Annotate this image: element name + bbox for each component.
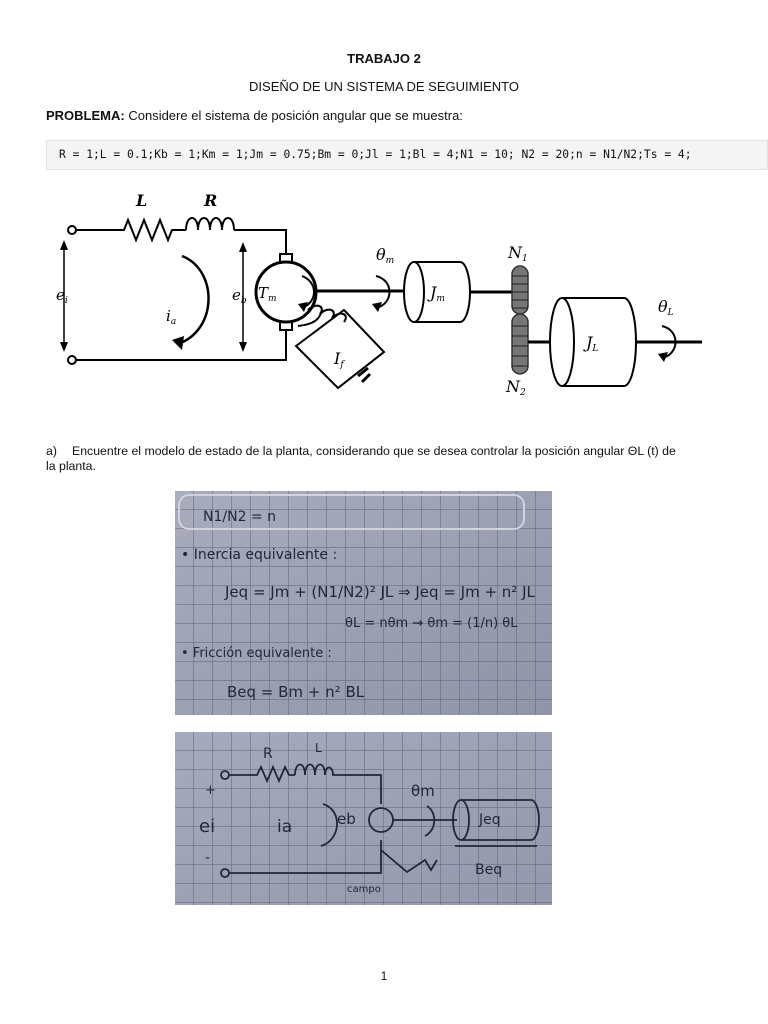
theta-m-label: θm [376, 245, 395, 266]
photo2-jeq: Jeq [479, 812, 501, 828]
page-number: 1 [380, 969, 388, 983]
jm-label: Jm [430, 283, 445, 304]
n2-label: N2 [506, 377, 526, 398]
photo1-line5: • Fricción equivalente : [181, 646, 332, 661]
ia-label: $i_a$ [166, 307, 177, 327]
photo2-eb: eb [337, 810, 356, 828]
jm-inertia [404, 262, 424, 322]
gear-n1 [512, 266, 528, 314]
photo1-line3: Jeq = Jm + (N1/N2)² JL ⇒ Jeq = Jm + n² JL [225, 583, 535, 601]
parameters-code-block: R = 1;L = 0.1;Kb = 1;Km = 1;Jm = 0.75;Bm = 0;Jl = 1;Bl = 4;N1 = 10; N2 = 20;n = N1/N2;Ts = 4; [46, 140, 768, 170]
ei-label: $e_i$ [56, 286, 68, 306]
photo2-plus: + [205, 783, 216, 798]
photo1-line6: Beq = Bm + n² BL [227, 683, 365, 701]
jl-label: JL [586, 333, 599, 354]
tm-label: $T_m$ [258, 284, 277, 304]
n1-label: N1 [508, 243, 528, 264]
eb-label: $e_b$ [232, 286, 247, 306]
top-terminal [68, 226, 76, 234]
theta-l-label: θL [658, 297, 674, 318]
handwritten-photo-circuit [175, 732, 552, 905]
if-label: If [334, 349, 344, 370]
photo1-line1: N1/N2 = n [203, 509, 276, 525]
page-title: TRABAJO 2 [347, 51, 421, 66]
problem-statement [46, 108, 463, 123]
page-subtitle: DISEÑO DE UN SISTEMA DE SEGUIMIENTO [249, 79, 519, 94]
photo2-minus: - [205, 850, 211, 866]
photo2-theta-m: θm [411, 782, 435, 800]
problem-text: Considere el sistema de posición angular que se muestra: [128, 108, 463, 123]
photo1-line2: • Inercia equivalente : [181, 547, 338, 563]
question-a-text: Encuentre el modelo de estado de la planta, considerando que se desea controlar la posición angular ΘL (t) de la planta. [46, 444, 676, 473]
photo1-line4: θL = nθm → θm = (1/n) θL [345, 616, 518, 631]
photo2-beq: Beq [475, 862, 503, 878]
photo2-L: L [315, 741, 322, 755]
question-a [46, 444, 686, 474]
system-schematic [46, 186, 768, 410]
photo2-campo: campo [347, 884, 381, 895]
photo2-ei: ei [199, 816, 216, 837]
problem-label: PROBLEMA: [46, 108, 125, 123]
gear-n2 [512, 314, 528, 374]
handwritten-photo-equivalents [175, 491, 552, 715]
photo2-R: R [263, 746, 273, 762]
jl-inertia [550, 298, 574, 386]
question-a-label: a) [46, 444, 57, 458]
photo2-ia: ia [277, 817, 293, 837]
resistor-R-label: R [204, 191, 218, 210]
inductor-L-label: L [136, 191, 148, 210]
bottom-terminal [68, 356, 76, 364]
